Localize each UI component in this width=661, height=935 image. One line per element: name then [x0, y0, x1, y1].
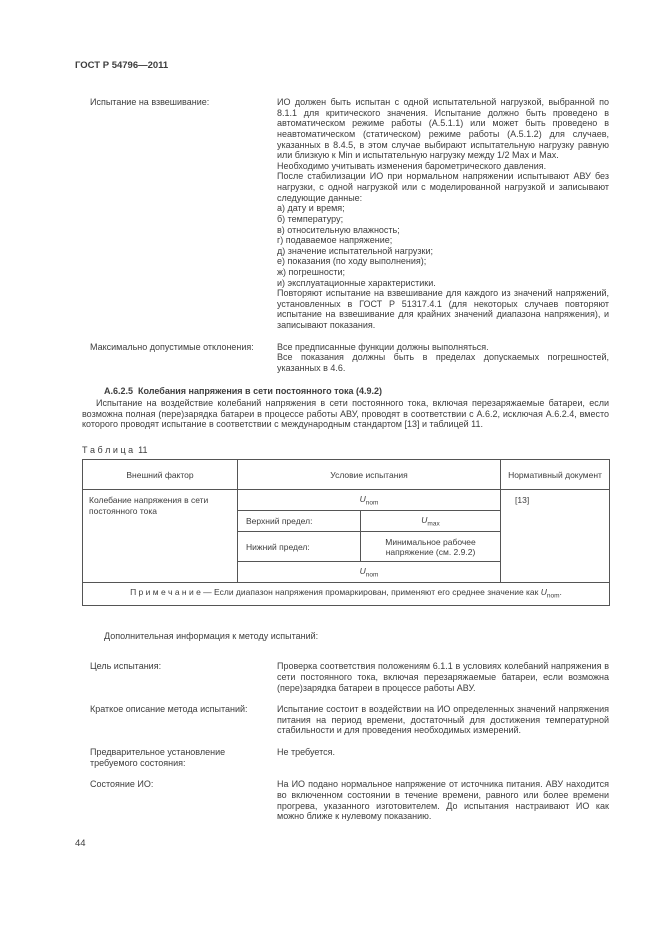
u-nom-symbol: $U_{nom}$	[540, 587, 560, 601]
table-label: Т а б л и ц а 11	[82, 444, 148, 455]
definition-term: Цель испытания:	[90, 661, 162, 672]
list-item: г) подаваемое напряжение;	[277, 235, 393, 246]
table-cell-factor: Колебание напряжения в сети постоянного тока	[83, 490, 238, 583]
definition-term: Краткое описание метода испытаний:	[90, 704, 248, 715]
definition-term: Испытание на взвешивание:	[90, 97, 210, 108]
paragraph: Все предписанные функции должны выполняться.	[277, 341, 489, 352]
definition-desc	[277, 661, 609, 693]
definition-row-method	[82, 704, 609, 736]
definition-term: Максимально допустимые отклонения:	[90, 341, 254, 352]
u-nom-symbol: $U_{nom}$	[359, 493, 379, 507]
definition-term: Состояние ИО:	[90, 779, 154, 790]
definition-desc	[277, 704, 609, 736]
paragraph: Все показания должны быть в пределах допускаемых погрешностей, указанных в 4.6.	[277, 352, 609, 373]
table-row	[83, 490, 610, 511]
table-note-row	[83, 583, 610, 605]
definition-desc	[277, 747, 609, 768]
list-item: и) эксплуатационные характеристики.	[277, 277, 436, 288]
list-item: б) температуру;	[277, 213, 344, 224]
list-item: д) значение испытательной нагрузки;	[277, 245, 433, 256]
u-max-symbol: $U_{max}$	[421, 514, 440, 528]
paragraph: Испытание состоит в воздействии на ИО определенных значений напряжения питания на период времени, достаточный для достижения температурной стабильности и для проведения необходимых измерений.	[277, 704, 609, 736]
u-nom-symbol: $U_{nom}$	[359, 565, 379, 579]
table-cell-lower-value: Минимальное рабочее напряжение (см. 2.9.2)	[361, 532, 501, 562]
definition-desc	[277, 97, 609, 330]
section-heading: А.6.2.5 Колебания напряжения в сети постоянного тока (4.9.2)	[104, 386, 382, 397]
table-cell-lower-label: Нижний предел:	[238, 532, 361, 562]
paragraph: Необходимо учитывать изменения барометрического давления.	[277, 160, 547, 171]
table-header-condition: Условие испытания	[238, 460, 501, 490]
paragraph: Не требуется.	[277, 747, 335, 758]
note-text: П р и м е ч а н и е — Если диапазон напряжения промаркирован, применяют его среднее значение как	[130, 587, 541, 598]
definition-term: Предварительное установление требуемого состояния:	[90, 747, 226, 768]
page-number: 44	[75, 838, 86, 849]
definition-desc	[277, 779, 609, 821]
table-header-document: Нормативный документ	[501, 460, 610, 490]
list-item: е) показания (по ходу выполнения);	[277, 256, 427, 267]
paragraph: Проверка соответствия положениям 6.1.1 в условиях колебаний напряжения в сети постоянного тока, включая перезаряжаемые батареи, если возможна (пере)зарядка батареи в процессе работы АВУ.	[277, 661, 609, 693]
definition-row-precondition	[82, 747, 609, 768]
table-cell-unom-bottom	[238, 562, 501, 583]
definition-desc	[277, 342, 609, 374]
table-cell-doc-ref: [13]	[501, 490, 610, 583]
table-cell-unom-top	[238, 490, 501, 511]
table-header-row	[83, 460, 610, 490]
definition-row-eut-state	[82, 779, 609, 821]
list-item: в) относительную влажность;	[277, 224, 400, 235]
paragraph: ИО должен быть испытан с одной испытательной нагрузкой, выбранной по 8.1.1 для критического значения. Испытание должно быть проведено в автоматическом режиме работы (А.5.1.1) или может быть проведено в неавтоматическом (статическом) режиме работы (А.5.1.2) для случаев, указанных в 8.4.5, в этом случае выбирают испытательную нагрузку равную или близкую к Min и испытательную нагрузку между 1/2 Мах и Мах.	[277, 97, 609, 161]
definition-row-goal	[82, 661, 609, 693]
paragraph: После стабилизации ИО при нормальном напряжении испытывают АВУ без нагрузки, с одной нагрузкой или с моделированной нагрузкой и записывают следующие данные:	[277, 171, 609, 203]
table-11	[82, 459, 610, 605]
table-cell-upper-label: Верхний предел:	[238, 511, 361, 532]
paragraph: На ИО подано нормальное напряжение от источника питания. АВУ находится во включенном состоянии в течение времени, равного или более времени прогрева, указанного изготовителем. До испытания настраивают ИО как можно ближе к нулевому показанию.	[277, 779, 609, 822]
table-note	[83, 583, 610, 605]
paragraph: Повторяют испытание на взвешивание для каждого из значений напряжений, установленных в ГОСТ Р 51317.4.1 (для некоторых случаев повторяют испытание на взвешивание для крайних значений диапазона напряжения), и записывают показания.	[277, 288, 609, 330]
definition-row-weighing	[82, 97, 609, 330]
section-intro-paragraph: Испытание на воздействие колебаний напряжения в сети постоянного тока, включая перезаряжаемые батареи, если возможна полная (пере)зарядка батареи в процессе работы АВУ, проводят в соответствии с А.6.2, исключая А.6.2.4, вместо которого проводят испытание в соответствии с международным стандартом [13] и таблицей 11.	[82, 398, 609, 430]
table-cell-upper-value	[361, 511, 501, 532]
additional-info-label: Дополнительная информация к методу испытаний:	[104, 630, 319, 641]
list-item: а) дату и время;	[277, 203, 345, 214]
list-item: ж) погрешности;	[277, 266, 346, 277]
definition-row-deviations	[82, 342, 609, 374]
doc-number: ГОСТ Р 54796—2011	[75, 60, 169, 71]
table-header-factor: Внешний фактор	[83, 460, 238, 490]
note-text-suffix: .	[559, 587, 562, 598]
